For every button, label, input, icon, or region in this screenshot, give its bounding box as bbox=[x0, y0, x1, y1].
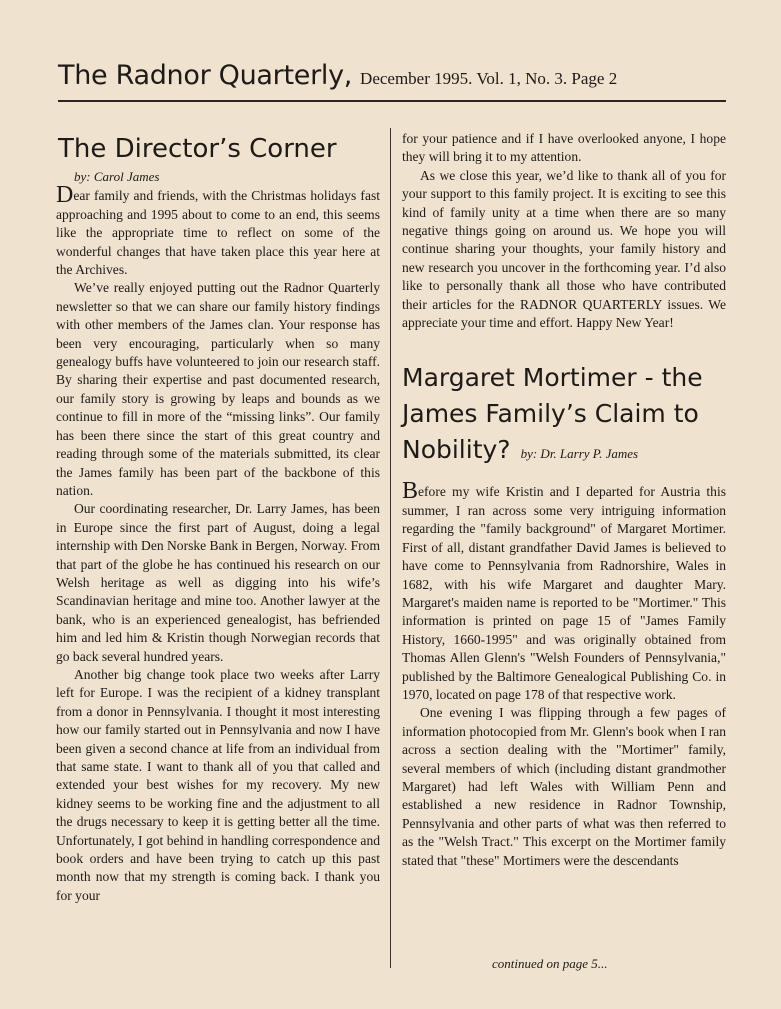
masthead bbox=[58, 60, 678, 91]
article-paragraph: Another big change took place two weeks after Larry left for Europe. I was the recipient of a kidney transplant from a donor in Pennsylvania. I thought it most interesting how our family started out in Pennsylvania and now I have been given a second chance at life from an individual from that same state. I want to thank all of you that called and extended your best wishes for my recovery. My new kidney seems to be working fine and the adjustment to all the drugs necessary to keep it is getting better all the time. Unfortunately, I got behind in handling correspondence and book orders and have been trying to catch up this past month now that my strength is coming back. I thank you for your bbox=[56, 666, 380, 903]
article-title-text: Margaret Mortimer - the James Family’s Claim to Nobility? bbox=[402, 363, 703, 465]
article-paragraph: for your patience and if I have overlooked anyone, I hope they will bring it to my attention. bbox=[402, 131, 726, 165]
paragraph-text: ear family and friends, with the Christmas holidays fast approaching and 1995 about to come to an end, this seems like the appropriate time to reflect on some of the wonderful changes that have taken place this year here at the Archives. bbox=[56, 188, 380, 278]
article-title: The Director’s Corner bbox=[58, 134, 337, 164]
article-paragraph bbox=[56, 182, 380, 279]
publication-title: The Radnor Quarterly, bbox=[58, 60, 353, 91]
drop-cap: D bbox=[56, 182, 74, 209]
article-byline: by: Carol James bbox=[74, 169, 160, 184]
masthead-rule bbox=[58, 100, 726, 102]
article-paragraph: Our coordinating researcher, Dr. Larry James, has been in Europe since the first part of August, doing a legal internship with Den Norske Bank in Bergen, Norway. From that part of the globe he has continued his research on our Welsh heritage as well as digging into his wife’s Scandinavian heritage and mine too. Another lawyer at the bank, who is an experienced genealogist, has befriended him and led him & Kristin though Norwegian records that go back several hundred years. bbox=[56, 501, 380, 664]
article-paragraph: One evening I was flipping through a few pages of information photocopied from Mr. Glenn's book when I ran across a section dealing with the "Mortimer" family, several members of which (including distant grandmother Margaret) had left Wales with William Penn and established a new residence in Radnor Township, Pennsylvania and other parts of what was then referred to as the "Welsh Tract." This excerpt on the Mortimer family stated that "these" Mortimers were the descendants bbox=[402, 705, 726, 868]
column-divider bbox=[390, 128, 391, 968]
issue-info: December 1995. Vol. 1, No. 3. Page 2 bbox=[360, 69, 618, 88]
left-column bbox=[56, 130, 380, 905]
right-column bbox=[402, 130, 726, 870]
drop-cap: B bbox=[402, 478, 419, 505]
paragraph-text: efore my wife Kristin and I departed for Austria this summer, I ran across some very intriguing information regarding the "family background" of Margaret Mortimer. First of all, distant grandfather David James is believed to have come to Pennsylvania from Radnorshire, Wales in 1682, with his wife Margaret and daughter Mary. Margaret's maiden name is reported to be "Mortimer." This information is printed on page 15 of "James Family History, 1660-1995" and was originally obtained from Thomas Allen Glenn's "Welsh Founders of Pennsylvania," published by the Baltimore Genealogical Publishing Co. in 1970, located on page 178 of that respective work. bbox=[402, 484, 726, 702]
article-title bbox=[402, 360, 726, 472]
continued-note: continued on page 5... bbox=[492, 956, 608, 971]
article-paragraph: We’ve really enjoyed putting out the Radnor Quarterly newsletter so that we can share our family history findings with other members of the James clan. Your response has been very encouraging, particularly when so many genealogy buffs have volunteered to join our research staff. By sharing their expertise and past documented research, our family story is growing by leaps and bounds as we continue to fill in more of the “missing links”. Our family has been there since the start of this great country and reading through some of the materials submitted, its clear the James family has been part of the backbone of this nation. bbox=[56, 280, 380, 498]
article-paragraph bbox=[402, 478, 726, 704]
article-byline: by: Dr. Larry P. James bbox=[520, 446, 639, 462]
article-paragraph: As we close this year, we’d like to thank all of you for your support to this family project. It is exciting to see this kind of family unity at a time when there are so many negative things going on around us. We hope you will continue sharing your thoughts, your family history and new research you uncover in the forthcoming year. I’d also like to personally thank all those who have contributed their articles for the RADNOR QUARTERLY issues. We appreciate your time and effort. Happy New Year! bbox=[402, 167, 726, 331]
